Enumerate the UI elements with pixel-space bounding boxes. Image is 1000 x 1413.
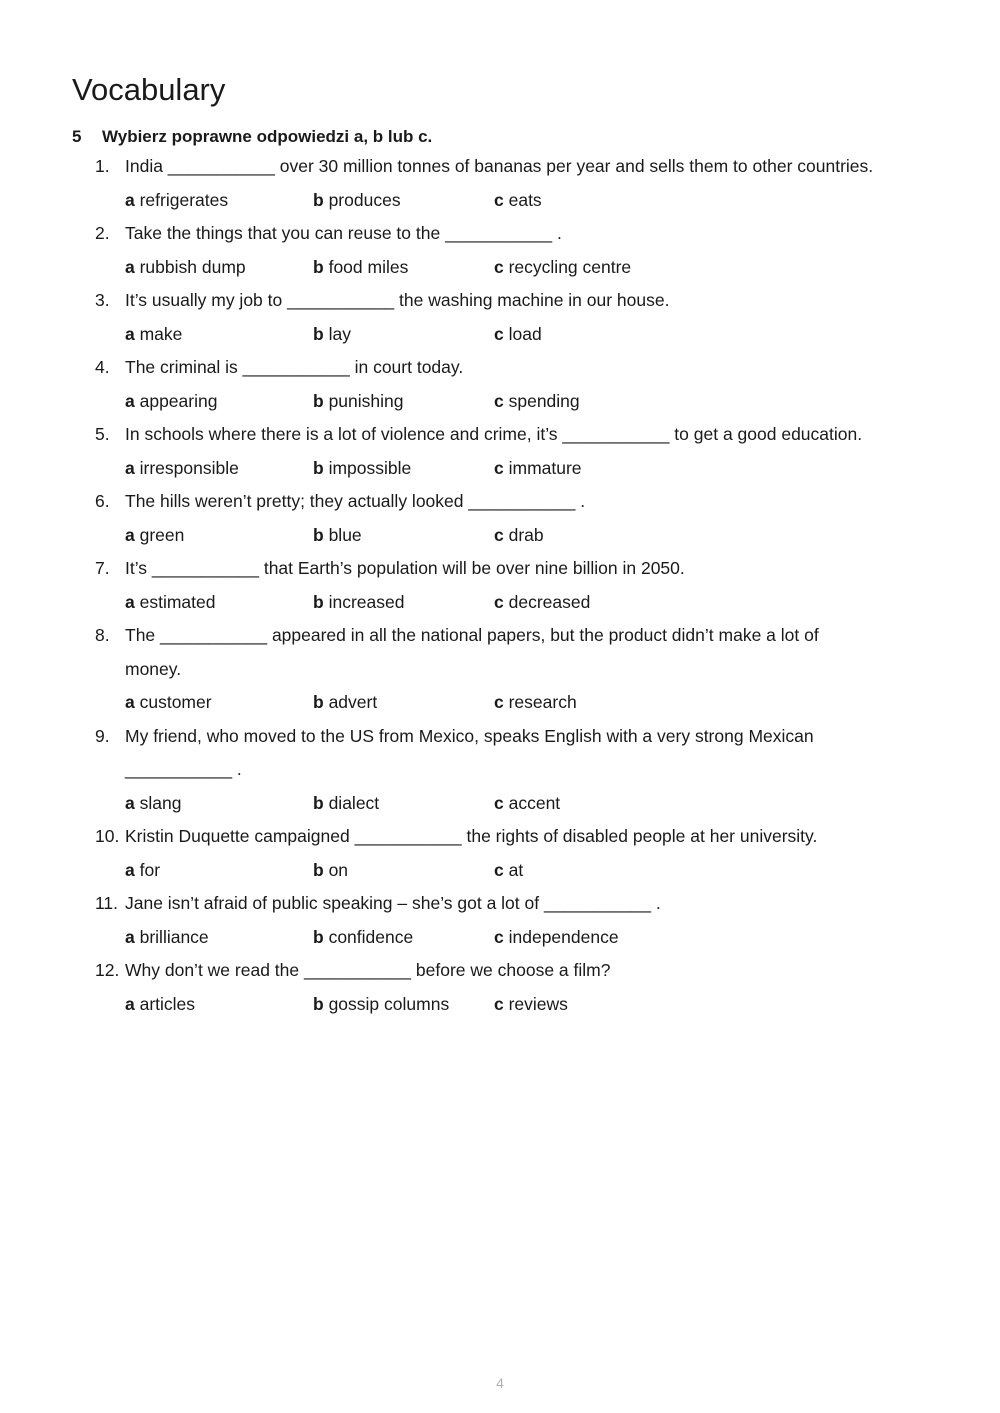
question-item bbox=[95, 552, 935, 619]
option-letter: a bbox=[125, 792, 135, 813]
question-line bbox=[95, 217, 935, 251]
option-letter: b bbox=[313, 524, 324, 545]
answer-options bbox=[95, 787, 935, 821]
question-line bbox=[95, 720, 935, 754]
question-text: Jane isn’t afraid of public speaking – she’s got a lot of ___________ . bbox=[125, 893, 661, 913]
answer-option-b[interactable] bbox=[313, 787, 494, 821]
option-text: punishing bbox=[328, 390, 404, 411]
answer-options bbox=[95, 988, 935, 1022]
question-line bbox=[95, 150, 935, 184]
question-text: The criminal is ___________ in court today. bbox=[125, 357, 464, 377]
option-letter: c bbox=[494, 323, 504, 344]
option-letter: c bbox=[494, 591, 504, 612]
answer-option-b[interactable] bbox=[313, 385, 494, 419]
question-number: 8. bbox=[95, 625, 110, 645]
question-line bbox=[95, 351, 935, 385]
question-item bbox=[95, 284, 935, 351]
answer-option-b[interactable] bbox=[313, 318, 494, 352]
answer-options bbox=[95, 686, 935, 720]
option-text: for bbox=[139, 859, 161, 880]
option-letter: a bbox=[125, 323, 135, 344]
option-letter: a bbox=[125, 591, 135, 612]
option-letter: a bbox=[125, 457, 135, 478]
option-text: at bbox=[508, 859, 524, 880]
option-letter: c bbox=[494, 993, 504, 1014]
question-text: It’s ___________ that Earth’s population will be over nine billion in 2050. bbox=[125, 558, 685, 578]
answer-option-c[interactable] bbox=[494, 318, 744, 352]
answer-option-a[interactable] bbox=[125, 318, 313, 352]
question-text: The ___________ appeared in all the national papers, but the product didn’t make a lot of bbox=[125, 625, 819, 645]
answer-option-c[interactable] bbox=[494, 787, 744, 821]
question-number: 1. bbox=[95, 156, 110, 176]
option-letter: a bbox=[125, 692, 135, 712]
option-letter: b bbox=[313, 390, 324, 411]
question-item bbox=[95, 887, 935, 954]
answer-options bbox=[95, 318, 935, 352]
question-line bbox=[95, 485, 935, 519]
option-text: food miles bbox=[328, 256, 409, 277]
question-text: The hills weren’t pretty; they actually looked ___________ . bbox=[125, 491, 586, 511]
question-item bbox=[95, 351, 935, 418]
option-letter: a bbox=[125, 926, 135, 947]
option-text: slang bbox=[139, 792, 182, 813]
question-number: 2. bbox=[95, 223, 110, 243]
question-item bbox=[95, 418, 935, 485]
option-text: appearing bbox=[139, 390, 218, 411]
question-item bbox=[95, 217, 935, 284]
answer-options bbox=[95, 452, 935, 486]
answer-option-a[interactable] bbox=[125, 988, 313, 1022]
answer-option-c[interactable] bbox=[494, 385, 744, 419]
question-text: It’s usually my job to ___________ the washing machine in our house. bbox=[125, 290, 670, 310]
option-text: dialect bbox=[328, 792, 380, 813]
option-text: articles bbox=[139, 993, 196, 1014]
option-text: lay bbox=[328, 323, 351, 344]
answer-option-b[interactable] bbox=[313, 452, 494, 486]
option-text: customer bbox=[139, 692, 212, 712]
answer-option-c[interactable] bbox=[494, 184, 744, 218]
option-letter: b bbox=[313, 926, 324, 947]
question-number bbox=[95, 753, 125, 787]
option-text: spending bbox=[508, 390, 580, 411]
option-text: independence bbox=[508, 926, 619, 947]
option-letter: c bbox=[494, 457, 504, 478]
option-letter: b bbox=[313, 859, 324, 880]
answer-option-b[interactable] bbox=[313, 586, 494, 620]
answer-options bbox=[95, 184, 935, 218]
answer-options bbox=[95, 854, 935, 888]
option-letter: a bbox=[125, 256, 135, 277]
option-letter: c bbox=[494, 692, 504, 712]
question-number: 4. bbox=[95, 357, 110, 377]
question-item bbox=[95, 150, 935, 217]
question-line bbox=[95, 418, 935, 452]
option-text: make bbox=[139, 323, 183, 344]
question-line bbox=[95, 887, 935, 921]
answer-option-a[interactable] bbox=[125, 854, 313, 888]
option-letter: c bbox=[494, 524, 504, 545]
option-text: drab bbox=[508, 524, 544, 545]
option-text: refrigerates bbox=[139, 189, 229, 210]
question-line bbox=[95, 619, 935, 653]
option-letter: b bbox=[313, 256, 324, 277]
question-number: 6. bbox=[95, 491, 110, 511]
answer-option-a[interactable] bbox=[125, 686, 313, 720]
question-line bbox=[95, 653, 935, 687]
answer-option-c[interactable] bbox=[494, 519, 744, 553]
answer-option-b[interactable] bbox=[313, 184, 494, 218]
question-text: Why don’t we read the ___________ before we choose a film? bbox=[125, 960, 611, 980]
answer-options bbox=[95, 586, 935, 620]
question-item bbox=[95, 954, 935, 1021]
answer-option-a[interactable] bbox=[125, 921, 313, 955]
option-letter: b bbox=[313, 457, 324, 478]
answer-options bbox=[95, 251, 935, 285]
question-line bbox=[95, 954, 935, 988]
option-text: gossip columns bbox=[328, 993, 450, 1014]
option-text: produces bbox=[328, 189, 401, 210]
question-number: 3. bbox=[95, 290, 110, 310]
option-text: impossible bbox=[328, 457, 412, 478]
exercise-number: 5 bbox=[72, 127, 82, 146]
exercise-instruction bbox=[72, 126, 432, 148]
question-text: money. bbox=[125, 658, 182, 679]
option-letter: c bbox=[494, 859, 504, 880]
option-text: research bbox=[508, 692, 577, 712]
option-letter: c bbox=[494, 390, 504, 411]
answer-options bbox=[95, 921, 935, 955]
option-text: rubbish dump bbox=[139, 256, 246, 277]
answer-options bbox=[95, 385, 935, 419]
question-number: 10. bbox=[95, 826, 120, 846]
answer-option-a[interactable] bbox=[125, 184, 313, 218]
question-line bbox=[95, 284, 935, 318]
answer-option-a[interactable] bbox=[125, 787, 313, 821]
question-text: Kristin Duquette campaigned ___________ the rights of disabled people at her university. bbox=[125, 826, 818, 846]
question-number: 9. bbox=[95, 725, 110, 746]
option-letter: c bbox=[494, 189, 504, 210]
option-letter: a bbox=[125, 189, 135, 210]
answer-option-a[interactable] bbox=[125, 519, 313, 553]
question-line bbox=[95, 820, 935, 854]
option-letter: c bbox=[494, 792, 504, 813]
answer-options bbox=[95, 519, 935, 553]
option-letter: b bbox=[313, 591, 324, 612]
page-number: 4 bbox=[496, 1375, 504, 1391]
option-text: decreased bbox=[508, 591, 591, 612]
answer-option-a[interactable] bbox=[125, 251, 313, 285]
question-number: 11. bbox=[95, 893, 119, 913]
option-text: brilliance bbox=[139, 926, 209, 947]
answer-option-c[interactable] bbox=[494, 686, 744, 720]
option-text: recycling centre bbox=[508, 256, 632, 277]
answer-option-c[interactable] bbox=[494, 854, 744, 888]
answer-option-a[interactable] bbox=[125, 385, 313, 419]
option-text: blue bbox=[328, 524, 362, 545]
option-text: irresponsible bbox=[139, 457, 239, 478]
question-number: 7. bbox=[95, 558, 110, 578]
answer-option-c[interactable] bbox=[494, 921, 744, 955]
option-letter: b bbox=[313, 323, 324, 344]
answer-option-a[interactable] bbox=[125, 452, 313, 486]
question-text: ___________ . bbox=[125, 759, 242, 779]
option-letter: a bbox=[125, 524, 135, 545]
option-letter: b bbox=[313, 792, 324, 813]
question-text: In schools where there is a lot of violence and crime, it’s ___________ to get a good education. bbox=[125, 424, 863, 444]
answer-option-c[interactable] bbox=[494, 452, 744, 486]
option-letter: c bbox=[494, 256, 504, 277]
answer-option-b[interactable] bbox=[313, 251, 494, 285]
answer-option-a[interactable] bbox=[125, 586, 313, 620]
question-text: India ___________ over 30 million tonnes of bananas per year and sells them to other countries. bbox=[125, 156, 874, 176]
option-text: on bbox=[328, 859, 349, 880]
option-text: increased bbox=[328, 591, 405, 612]
question-text: Take the things that you can reuse to the ___________ . bbox=[125, 223, 562, 243]
question-line bbox=[95, 753, 935, 787]
question-item bbox=[95, 820, 935, 887]
answer-option-b[interactable] bbox=[313, 854, 494, 888]
answer-option-b[interactable] bbox=[313, 988, 494, 1022]
option-letter: b bbox=[313, 993, 324, 1014]
page-title: Vocabulary bbox=[72, 72, 226, 107]
question-item bbox=[95, 619, 935, 720]
option-text: green bbox=[139, 524, 185, 545]
answer-option-c[interactable] bbox=[494, 251, 744, 285]
option-letter: b bbox=[313, 692, 324, 712]
question-number bbox=[95, 653, 125, 687]
answer-option-c[interactable] bbox=[494, 586, 744, 620]
option-letter: a bbox=[125, 390, 135, 411]
question-list bbox=[95, 150, 935, 1021]
instruction-text: Wybierz poprawne odpowiedzi a, b lub c. bbox=[102, 127, 433, 146]
option-text: confidence bbox=[328, 926, 414, 947]
question-item bbox=[95, 720, 935, 821]
option-letter: c bbox=[494, 926, 504, 947]
option-letter: a bbox=[125, 859, 135, 880]
option-text: advert bbox=[328, 692, 378, 712]
option-text: accent bbox=[508, 792, 561, 813]
option-letter: b bbox=[313, 189, 324, 210]
question-number: 5. bbox=[95, 424, 110, 444]
answer-option-b[interactable] bbox=[313, 686, 494, 720]
option-text: load bbox=[508, 323, 542, 344]
option-text: immature bbox=[508, 457, 582, 478]
option-text: reviews bbox=[508, 993, 568, 1014]
option-text: estimated bbox=[139, 591, 216, 612]
answer-option-b[interactable] bbox=[313, 519, 494, 553]
question-line bbox=[95, 552, 935, 586]
question-item bbox=[95, 485, 935, 552]
question-text: My friend, who moved to the US from Mexico, speaks English with a very strong Mexican bbox=[125, 725, 814, 746]
option-text: eats bbox=[508, 189, 542, 210]
answer-option-b[interactable] bbox=[313, 921, 494, 955]
option-letter: a bbox=[125, 993, 135, 1014]
question-number: 12. bbox=[95, 960, 120, 980]
answer-option-c[interactable] bbox=[494, 988, 744, 1022]
